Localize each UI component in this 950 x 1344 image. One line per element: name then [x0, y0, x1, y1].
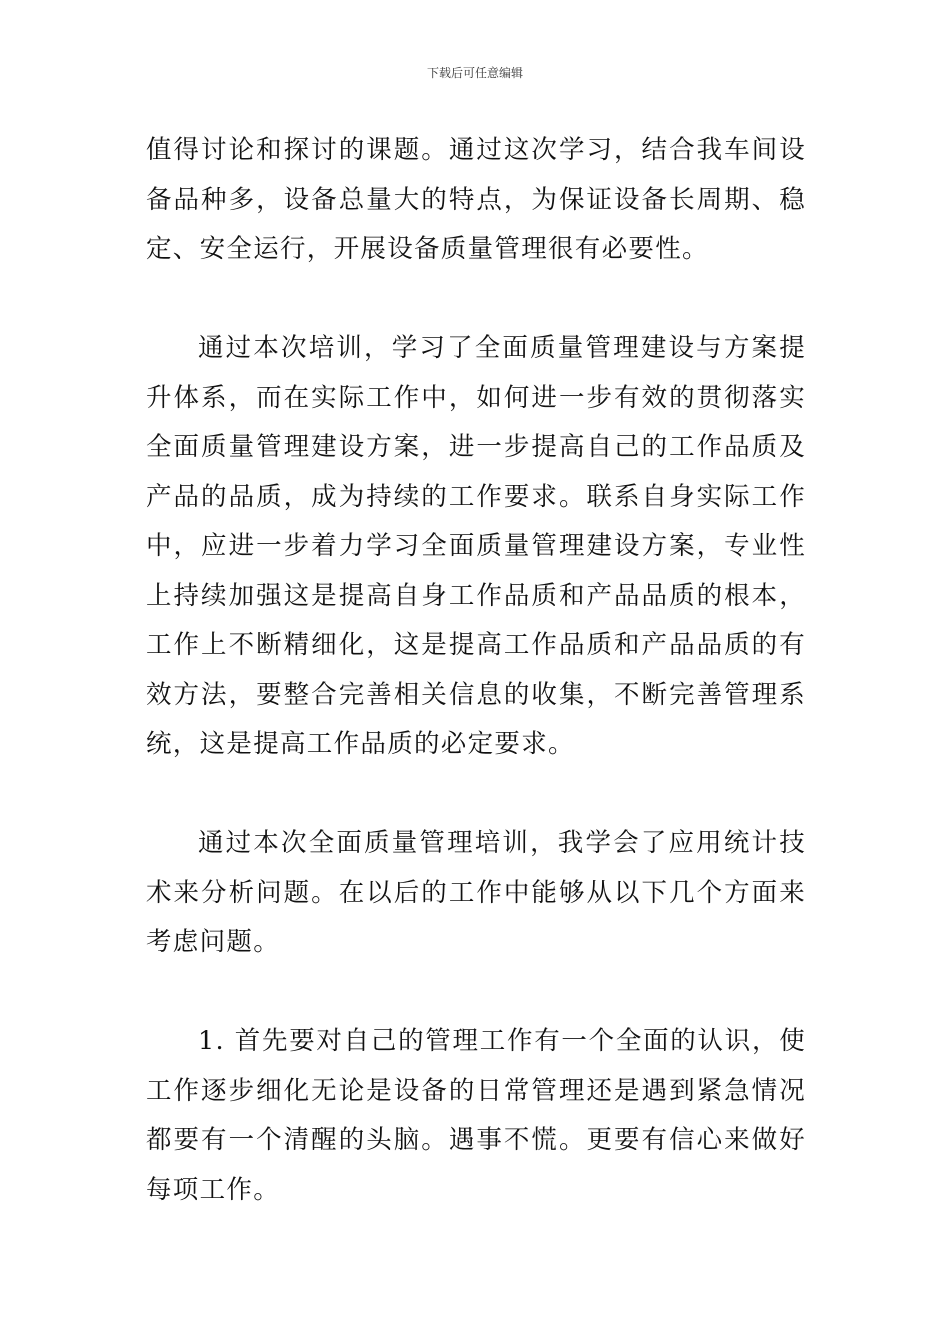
paragraph-statistics-learning: 通过本次全面质量管理培训，我学会了应用统计技术来分析问题。在以后的工作中能够从以下几个方面来考虑问题。	[146, 828, 806, 957]
document-body	[146, 126, 806, 1215]
paragraph-training-reflection: 通过本次培训，学习了全面质量管理建设与方案提升体系，而在实际工作中，如何进一步有效的贯彻落实全面质量管理建设方案，进一步提高自己的工作品质及产品的品质，成为持续的工作要求。联系自身实际工作中，应进一步着力学习全面质量管理建设方案，专业性上持续加强这是提高自身工作品质和产品品质的根本，工作上不断精细化，这是提高工作品质和产品品质的有效方法，要整合完善相关信息的收集，不断完善管理系统，这是提高工作品质的必定要求。	[146, 333, 806, 759]
paragraph-continuation: 值得讨论和探讨的课题。通过这次学习，结合我车间设备品种多，设备总量大的特点，为保证设备长周期、稳定、安全运行，开展设备质量管理很有必要性。	[146, 135, 806, 264]
paragraph-spacer	[146, 275, 806, 325]
paragraph-point-1: 1. 首先要对自己的管理工作有一个全面的认识，使工作逐步细化无论是设备的日常管理还是遇到紧急情况都要有一个清醒的头脑。遇事不慌。更要有信心来做好每项工作。	[146, 1026, 806, 1205]
page-header: 下载后可任意编辑	[426, 66, 523, 80]
paragraph-spacer	[146, 968, 806, 1018]
paragraph-spacer	[146, 770, 806, 820]
